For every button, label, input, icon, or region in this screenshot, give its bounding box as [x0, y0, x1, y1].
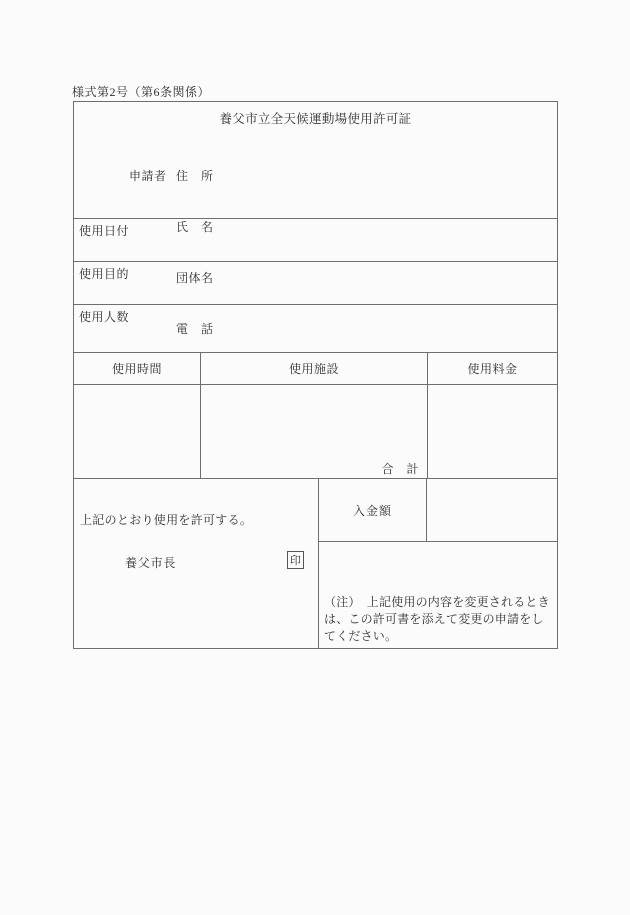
bottom-section	[74, 478, 557, 648]
seal-stamp-box	[287, 551, 304, 569]
use-date-row	[74, 218, 557, 261]
applicant-address-label: 住 所	[176, 169, 214, 183]
use-people-row	[74, 304, 557, 352]
applicant-name-label: 氏 名	[176, 220, 214, 234]
applicant-label: 申請者	[129, 169, 167, 183]
bottom-right-column	[319, 479, 557, 648]
use-purpose-label: 使用目的	[79, 267, 130, 281]
fee-table-header-row	[74, 352, 557, 384]
use-time-header: 使用時間	[74, 353, 201, 384]
note-text: （注） 上記使用の内容を変更されるときは、この許可書を添えて変更の申請をしてください。	[324, 595, 550, 643]
use-time-cell	[74, 385, 201, 478]
use-facility-header: 使用施設	[201, 353, 428, 384]
use-date-label: 使用日付	[79, 224, 130, 238]
applicant-address-row	[94, 151, 557, 202]
seal-mark: 印	[289, 555, 302, 567]
note-cell	[319, 542, 557, 648]
permit-form-box	[73, 101, 558, 649]
use-facility-cell	[201, 385, 428, 478]
use-fee-header: 使用料金	[467, 362, 518, 376]
deposit-label: 入金額	[319, 479, 427, 541]
total-label: 合 計	[381, 462, 419, 476]
fee-table-body-row	[74, 384, 557, 478]
deposit-value-cell	[427, 479, 557, 541]
form-title: 養父市立全天候運動場使用許可証	[219, 112, 412, 126]
use-fee-cell	[428, 385, 557, 478]
approval-cell	[74, 479, 319, 648]
use-purpose-row	[74, 261, 557, 304]
mayor-label: 養父市長	[125, 556, 177, 570]
approval-text: 上記のとおり使用を許可する。	[80, 513, 253, 527]
applicant-phone-label: 電 話	[176, 322, 214, 336]
form-number-label: 様式第2号（第6条関係）	[72, 85, 211, 99]
deposit-row	[319, 479, 557, 542]
applicant-group-label: 団体名	[176, 271, 214, 285]
use-people-label: 使用人数	[79, 310, 130, 324]
